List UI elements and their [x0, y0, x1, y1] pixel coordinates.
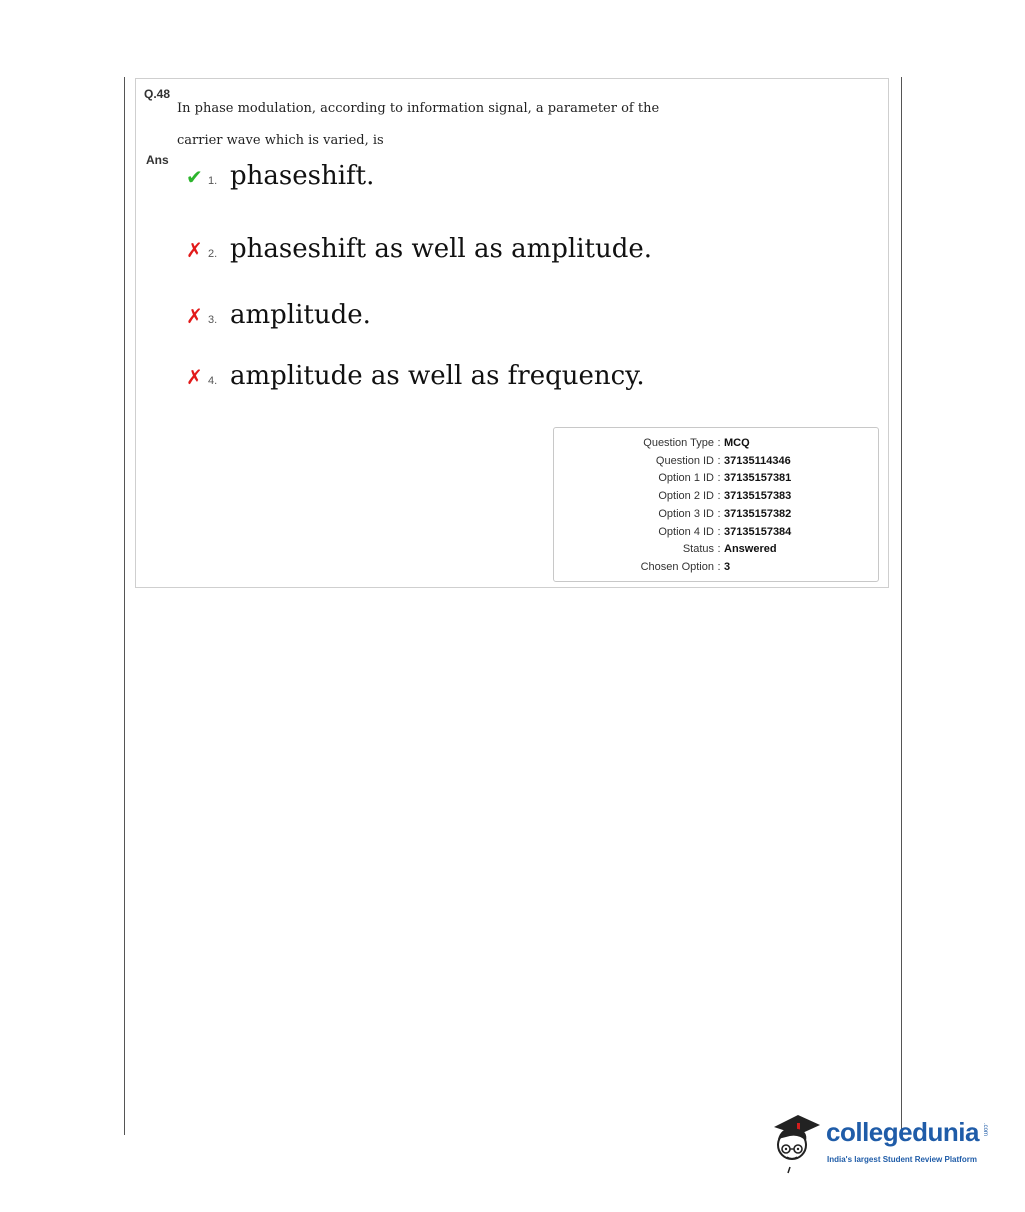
meta-row-option-4-id: Option 4 ID : 37135157384	[658, 525, 792, 538]
question-panel	[135, 78, 889, 588]
question-number: Q.48	[144, 87, 171, 101]
option-text: amplitude as well as frequency.	[230, 361, 645, 391]
meta-row-chosen-option: Chosen Option : 3	[640, 560, 731, 573]
meta-row-question-type: Question Type : MCQ	[643, 437, 750, 449]
option-3	[186, 300, 371, 330]
logo-tagline: India's largest Student Review Platform	[827, 1155, 977, 1164]
cross-icon: ✗	[186, 240, 203, 262]
page-border-left	[124, 77, 125, 1135]
cross-icon: ✗	[186, 367, 203, 389]
option-number: 1.	[208, 175, 218, 187]
meta-row-option-1-id: Option 1 ID : 37135157381	[658, 472, 792, 485]
cross-icon: ✗	[186, 306, 203, 328]
meta-row-status: Status : Answered	[682, 543, 777, 556]
option-text: phaseshift.	[230, 161, 375, 191]
option-1	[186, 161, 374, 191]
meta-row-option-3-id: Option 3 ID : 37135157382	[658, 507, 792, 520]
option-text: amplitude.	[230, 300, 371, 330]
logo-suffix: .com	[982, 1123, 988, 1137]
option-2	[186, 234, 652, 264]
option-number: 3.	[208, 314, 218, 326]
page-border-right	[901, 77, 902, 1135]
logo-wordmark: collegedunia	[826, 1117, 979, 1147]
option-number: 4.	[208, 375, 218, 387]
question-text: In phase modulation, according to information signal, a parameter of the carrier wave which is varied, is	[177, 101, 660, 148]
check-icon: ✔	[186, 167, 203, 189]
collegedunia-logo	[768, 1105, 998, 1175]
option-4	[186, 361, 645, 391]
meta-row-option-2-id: Option 2 ID : 37135157383	[658, 490, 792, 503]
answer-label: Ans	[146, 153, 169, 167]
option-number: 2.	[208, 248, 218, 260]
meta-row-question-id: Question ID : 37135114346	[655, 454, 791, 467]
question-meta-box	[553, 427, 879, 582]
mascot-icon	[768, 1105, 824, 1175]
option-text: phaseshift as well as amplitude.	[230, 234, 653, 264]
